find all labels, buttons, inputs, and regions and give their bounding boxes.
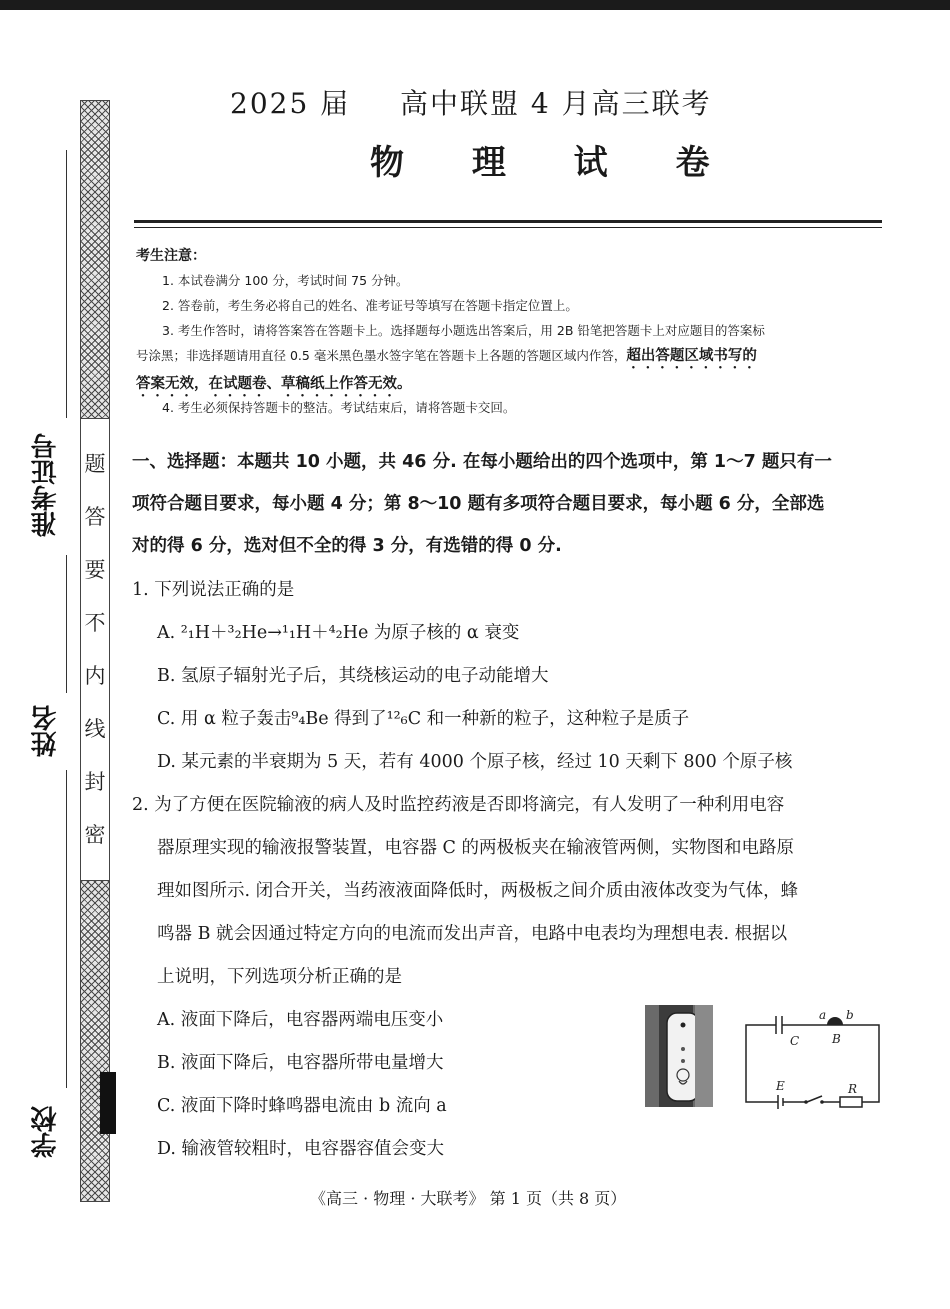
year-label: 2025 届 — [230, 87, 351, 120]
seal-char: 要 — [84, 558, 106, 582]
exam-number-blank — [66, 150, 67, 418]
subject-title: 物 理 试 卷 — [370, 143, 738, 183]
margin-hatch-bottom — [80, 880, 110, 1202]
question-2-stem: 上说明，下列选项分析正确的是 — [157, 967, 402, 987]
notice-emphasis-line: 答案无效，在试题卷、草稿纸上作答无效。 — [136, 376, 412, 392]
name-label: 姓名 — [31, 705, 61, 757]
notice-item: 3. 考生作答时，请将答案答在答题卡上。选择题每小题选出答案后，用 2B 铅笔把答题卡上对应题目的答案标 — [162, 323, 765, 338]
exam-number-label: 准考证号 — [31, 433, 61, 537]
section-instructions: 一、选择题：本题共 10 小题，共 46 分. 在每小题给出的四个选项中，第 1～7 题只有一 — [132, 452, 832, 472]
question-1-option-d: D. 某元素的半衰期为 5 天，若有 4000 个原子核，经过 10 天剩下 800 个原子核 — [157, 752, 793, 772]
question-2-stem: 理如图所示. 闭合开关，当药液液面降低时，两极板之间介质由液体改变为气体，蜂 — [157, 881, 799, 901]
seal-char: 不 — [84, 611, 106, 635]
label-buzzer: B — [832, 1032, 841, 1046]
device-photo-art — [645, 1005, 713, 1107]
seal-char: 内 — [84, 664, 106, 688]
question-1-option-c: C. 用 α 粒子轰击⁹₄Be 得到了¹²₆C 和一种新的粒子，这种粒子是质子 — [157, 709, 690, 729]
seal-char: 封 — [84, 770, 106, 794]
label-a: a — [819, 1008, 827, 1022]
question-2-stem: 鸣器 B 就会因通过特定方向的电流而发出声音，电路中电表均为理想电表. 根据以 — [157, 924, 788, 944]
question-1-stem: 1. 下列说法正确的是 — [132, 580, 295, 600]
school-blank — [66, 770, 67, 1088]
header-rule-thin — [134, 227, 882, 228]
seal-char: 题 — [84, 452, 106, 476]
label-resistor: R — [848, 1082, 858, 1096]
name-blank — [66, 555, 67, 693]
label-battery: E — [776, 1079, 785, 1093]
notice-heading: 考生注意： — [136, 248, 206, 264]
notice-emphasis: 超出答题区域书写的 — [626, 348, 757, 364]
redaction-block — [100, 1072, 116, 1134]
question-2-option-b: B. 液面下降后，电容器所带电量增大 — [157, 1053, 444, 1073]
header-rule-thick — [134, 220, 882, 223]
question-1-option-b: B. 氢原子辐射光子后，其绕核运动的电子动能增大 — [157, 666, 549, 686]
notice-item: 4. 考生必须保持答题卡的整洁。考试结束后，请将答题卡交回。 — [162, 400, 516, 415]
question-2-option-d: D. 输液管较粗时，电容器容值会变大 — [157, 1139, 445, 1159]
notice-item-continued — [136, 344, 757, 372]
section-instructions: 对的得 6 分，选对但不全的得 3 分，有选错的得 0 分. — [132, 536, 562, 556]
top-border — [0, 0, 950, 10]
circuit-diagram — [740, 1005, 885, 1110]
buzzer-symbol — [827, 1017, 843, 1025]
question-1-option-a: A. ²₁H＋³₂He→¹₁H＋⁴₂He 为原子核的 α 衰变 — [157, 623, 520, 643]
exam-title — [230, 82, 712, 122]
seal-char: 线 — [84, 717, 106, 741]
question-2-stem: 器原理实现的输液报警装置，电容器 C 的两极板夹在输液管两侧，实物图和电路原 — [157, 838, 795, 858]
seal-char: 答 — [84, 505, 106, 529]
question-2-stem: 2. 为了方便在医院输液的病人及时监控药液是否即将滴完，有人发明了一种利用电容 — [132, 795, 785, 815]
question-2-option-a: A. 液面下降后，电容器两端电压变小 — [157, 1010, 444, 1030]
seal-char: 密 — [84, 823, 106, 847]
exam-name: 高中联盟 4 月高三联考 — [400, 87, 712, 120]
school-label: 学校 — [31, 1106, 61, 1158]
page-footer: 《高三 · 物理 · 大联考》 第 1 页（共 8 页） — [310, 1189, 627, 1208]
label-capacitor: C — [790, 1034, 800, 1048]
notice-text: 号涂黑；非选择题请用直径 0.5 毫米黑色墨水签字笔在答题卡上各题的答题区域内作答， — [136, 348, 627, 363]
device-photo — [645, 1005, 713, 1107]
margin-hatch-top — [80, 100, 110, 420]
label-b: b — [846, 1008, 854, 1022]
question-2-option-c: C. 液面下降时蜂鸣器电流由 b 流向 a — [157, 1096, 447, 1116]
notice-item: 1. 本试卷满分 100 分，考试时间 75 分钟。 — [162, 273, 409, 288]
seal-strip — [80, 418, 110, 882]
notice-item: 2. 答卷前，考生务必将自己的姓名、准考证号等填写在答题卡指定位置上。 — [162, 298, 578, 313]
section-instructions: 项符合题目要求，每小题 4 分；第 8～10 题有多项符合题目要求，每小题 6 分，全部选 — [132, 494, 825, 514]
